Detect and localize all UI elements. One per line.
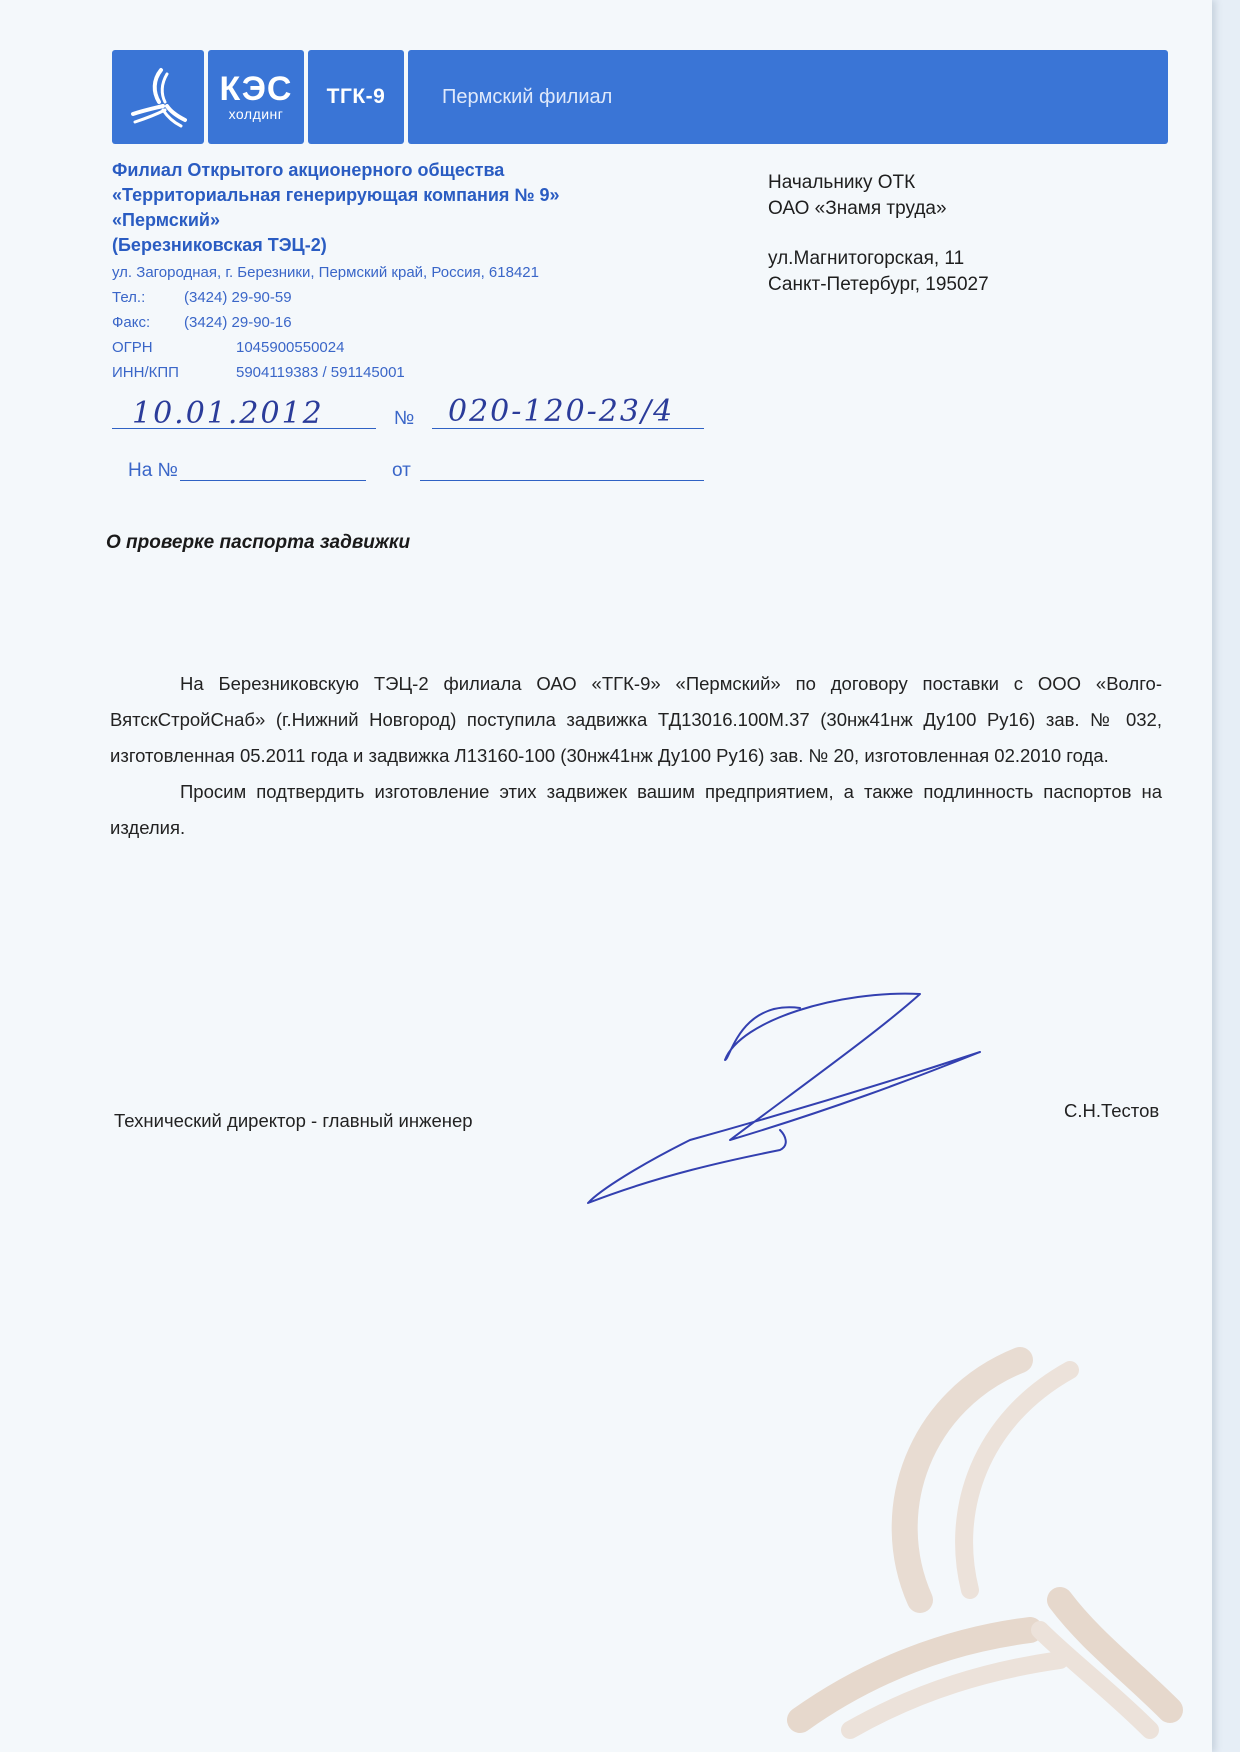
ref-date-label: от <box>392 460 411 481</box>
body-paragraph: На Березниковскую ТЭЦ-2 филиала ОАО «ТГК-9» «Пермский» по договору поставки с ООО «Волго-ВятскСтройСнаб» (г.Нижний Новгород) поступила задвижка ТД13016.100М.37 (30нж41нж Ду100 Ру16) зав. № 032, изготовленная 05.2011 года и задвижка Л13160-100 (30нж41нж Ду100 Ру16) зав. № 20, изготовленная 02.2010 года. <box>110 673 1162 766</box>
sender-address: ул. Загородная, г. Березники, Пермский край, Россия, 618421 <box>112 264 539 281</box>
letter-subject: О проверке паспорта задвижки <box>106 532 411 553</box>
ogrn-row <box>112 335 539 360</box>
inn-label: ИНН/КПП <box>112 364 179 381</box>
inn-value: 5904119383 / 591145001 <box>236 364 405 381</box>
recipient-company: ОАО «Знамя труда» <box>768 198 947 219</box>
sender-organization <box>112 158 559 258</box>
body-paragraph: Просим подтвердить изготовление этих задвижек вашим предприятием, а также подлинность паспортов на изделия. <box>110 781 1162 838</box>
fax-label: Факс: <box>112 314 151 331</box>
company-logo <box>112 50 204 144</box>
org-line: (Березниковская ТЭЦ-2) <box>112 235 327 255</box>
ogrn-value: 1045900550024 <box>236 339 345 356</box>
recipient-city: Санкт-Петербург, 195027 <box>768 274 989 295</box>
signatory-name: С.Н.Тестов <box>1064 1100 1160 1121</box>
org-line: «Территориальная генерирующая компания № 9» <box>112 185 560 205</box>
handwritten-date: 10.01.2012 <box>132 396 324 431</box>
kes-subtitle: холдинг <box>228 106 284 122</box>
recipient-block <box>768 170 989 298</box>
handwritten-number: 020-120-23/4 <box>448 394 675 429</box>
kes-holding-badge <box>208 50 304 144</box>
org-line: Филиал Открытого акционерного общества <box>112 160 505 180</box>
org-line: «Пермский» <box>112 210 220 230</box>
kes-swirl-icon <box>123 62 193 132</box>
date-line <box>112 428 376 429</box>
signatory-title: Технический директор - главный инженер <box>114 1110 473 1131</box>
ref-date-line <box>420 480 704 481</box>
branch-banner <box>408 50 1168 144</box>
number-label: № <box>394 408 415 429</box>
handwritten-signature <box>580 990 1000 1220</box>
fax-value: (3424) 29-90-16 <box>184 314 292 331</box>
number-line <box>432 428 704 429</box>
recipient-position: Начальнику ОТК <box>768 172 916 193</box>
letter-body <box>110 666 1162 846</box>
tel-label: Тел.: <box>112 289 146 306</box>
tel-value: (3424) 29-90-59 <box>184 289 292 306</box>
inn-row <box>112 360 539 385</box>
ogrn-label: ОГРН <box>112 339 153 356</box>
tgk-badge: ТГК-9 <box>308 50 404 144</box>
fax-row <box>112 310 539 335</box>
ref-number-line <box>180 480 366 481</box>
ref-number-label: На № <box>128 460 178 481</box>
tel-row <box>112 285 539 310</box>
kes-brand: КЭС <box>219 70 293 108</box>
watermark-logo <box>770 1340 1190 1740</box>
recipient-street: ул.Магнитогорская, 11 <box>768 248 965 269</box>
sender-details <box>112 260 539 385</box>
branch-name: Пермский филиал <box>442 85 613 108</box>
